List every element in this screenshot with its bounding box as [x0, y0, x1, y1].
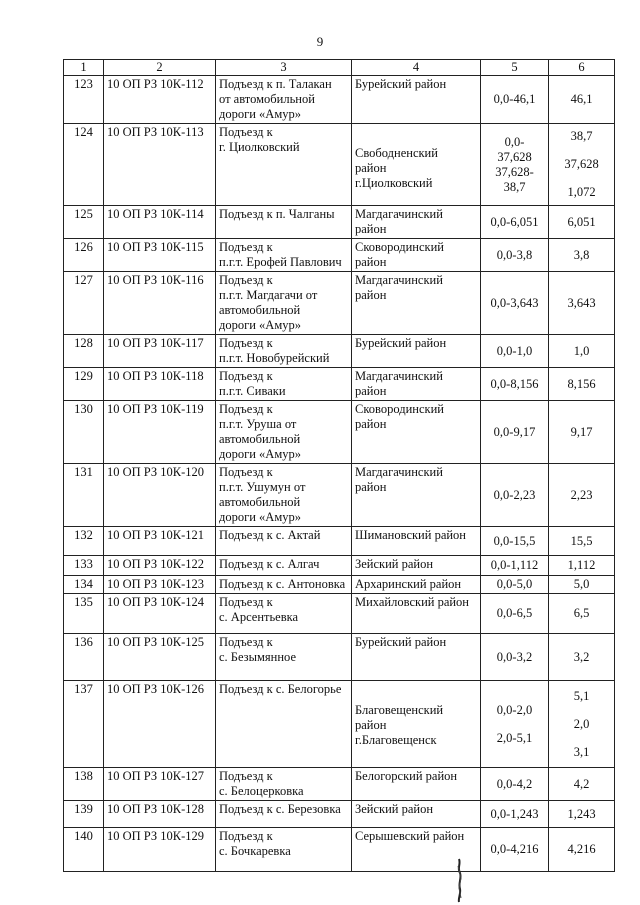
district-line: Сковородинский [355, 240, 444, 254]
road-code-cell: 10 ОП РЗ 10К-114 [104, 206, 216, 239]
district-cell [352, 576, 481, 594]
length-line: 1,112 [567, 558, 596, 572]
table-row [64, 576, 615, 594]
length-line: 6,5 [573, 606, 590, 620]
district-line: район [355, 384, 387, 398]
district-line: г.Циолковский [355, 176, 433, 190]
page-number: 9 [316, 34, 324, 49]
table-header-row [64, 60, 615, 76]
row-number-cell: 138 [64, 768, 104, 801]
length-line: 1,072 [567, 185, 596, 199]
row-number-cell: 137 [64, 681, 104, 768]
length-cell [549, 681, 615, 768]
road-name-line: Подъезд к с. Березовка [219, 802, 341, 816]
length-cell [549, 76, 615, 124]
road-name-line: Подъезд к с. Алгач [219, 557, 320, 571]
road-name-cell [216, 681, 352, 768]
road-code-cell: 10 ОП РЗ 10К-113 [104, 124, 216, 206]
length-cell [549, 368, 615, 401]
length-line: 5,1 [573, 688, 590, 703]
length-line: 2,23 [570, 487, 593, 502]
length-cell [549, 594, 615, 634]
km-range-line: 2,0-5,1 [496, 730, 533, 745]
road-name-line: Подъезд к с. Антоновка [219, 577, 346, 591]
district-line: Зейский район [355, 557, 434, 571]
district-line: район [355, 480, 387, 494]
row-number-cell: 127 [64, 272, 104, 335]
table-row [64, 768, 615, 801]
road-code-cell: 10 ОП РЗ 10К-128 [104, 801, 216, 828]
district-cell [352, 124, 481, 206]
road-code-cell: 10 ОП РЗ 10К-117 [104, 335, 216, 368]
km-range-line: 37,628- [495, 164, 534, 179]
column-header: 4 [352, 60, 481, 76]
road-name-line: Подъезд к [219, 336, 273, 350]
row-number-cell: 128 [64, 335, 104, 368]
length-cell [549, 556, 615, 576]
road-name-line: п.г.т. Новобурейский [219, 351, 330, 365]
district-line: Магдагачинский [355, 465, 443, 479]
km-range-cell [481, 401, 549, 464]
road-code-cell: 10 ОП РЗ 10К-124 [104, 594, 216, 634]
km-range-cell [481, 768, 549, 801]
district-cell [352, 76, 481, 124]
road-name-line: дороги «Амур» [219, 318, 301, 332]
length-line: 1,0 [573, 343, 590, 358]
column-header: 5 [481, 60, 549, 76]
roads-table [63, 59, 615, 872]
district-line: район [355, 222, 387, 236]
district-line: Архаринский район [355, 577, 462, 591]
column-header: 1 [64, 60, 104, 76]
road-name-line: Подъезд к [219, 273, 273, 287]
row-number-cell: 131 [64, 464, 104, 527]
length-line: 1,243 [567, 806, 596, 821]
length-cell [549, 335, 615, 368]
length-line: 3,1 [573, 744, 590, 759]
road-name-line: Подъезд к [219, 240, 273, 254]
table-row [64, 634, 615, 681]
district-line: Магдагачинский [355, 207, 443, 221]
km-range-line: 0,0-1,112 [490, 558, 539, 572]
km-range-line: 0,0-15,5 [493, 533, 536, 548]
road-name-cell [216, 801, 352, 828]
road-code-cell: 10 ОП РЗ 10К-115 [104, 239, 216, 272]
road-name-cell [216, 368, 352, 401]
table-row [64, 206, 615, 239]
district-line: район [355, 718, 387, 732]
road-name-line: от автомобильной [219, 92, 315, 106]
district-cell [352, 681, 481, 768]
table-row [64, 828, 615, 872]
row-number-cell: 139 [64, 801, 104, 828]
length-cell [549, 527, 615, 556]
km-range-cell [481, 556, 549, 576]
district-line: Свободненский [355, 146, 438, 160]
length-cell [549, 401, 615, 464]
km-range-line: 0,0-5,0 [496, 577, 533, 591]
column-header: 3 [216, 60, 352, 76]
road-name-line: автомобильной [219, 303, 301, 317]
district-line: Магдагачинский [355, 369, 443, 383]
table-row [64, 594, 615, 634]
table-row [64, 368, 615, 401]
km-range-cell [481, 594, 549, 634]
km-range-cell [481, 576, 549, 594]
km-range-cell [481, 368, 549, 401]
km-range-line: 0,0-6,5 [496, 606, 533, 620]
district-line: Бурейский район [355, 635, 447, 649]
column-header: 6 [549, 60, 615, 76]
road-code-cell: 10 ОП РЗ 10К-123 [104, 576, 216, 594]
road-name-line: Подъезд к [219, 369, 273, 383]
district-cell [352, 768, 481, 801]
km-range-line: 0,0-1,243 [490, 806, 539, 821]
table-row [64, 335, 615, 368]
road-name-line: дороги «Амур» [219, 107, 301, 121]
table-row [64, 464, 615, 527]
row-number-cell: 135 [64, 594, 104, 634]
district-line: г.Благовещенск [355, 733, 437, 747]
district-line: Шимановский район [355, 528, 466, 542]
district-line: район [355, 161, 387, 175]
district-cell [352, 594, 481, 634]
road-name-line: Подъезд к [219, 465, 273, 479]
length-cell [549, 801, 615, 828]
road-name-line: Подъезд к [219, 769, 273, 783]
road-name-line: Подъезд к [219, 595, 273, 609]
length-line: 4,2 [573, 776, 590, 791]
road-name-line: п.г.т. Магдагачи от [219, 288, 318, 302]
road-name-cell [216, 594, 352, 634]
road-code-cell: 10 ОП РЗ 10К-122 [104, 556, 216, 576]
length-line: 5,0 [573, 577, 590, 591]
km-range-cell [481, 206, 549, 239]
length-line: 2,0 [573, 716, 590, 731]
road-name-line: с. Арсентьевка [219, 610, 299, 624]
road-name-line: Подъезд к [219, 402, 273, 416]
table-row [64, 76, 615, 124]
road-name-line: с. Бочкаревка [219, 844, 291, 858]
road-code-cell: 10 ОП РЗ 10К-129 [104, 828, 216, 872]
district-cell [352, 272, 481, 335]
length-line: 15,5 [570, 533, 593, 548]
district-cell [352, 801, 481, 828]
district-line: район [355, 255, 387, 269]
signature-mark [455, 858, 464, 903]
district-cell [352, 556, 481, 576]
km-range-line: 0,0- [504, 134, 525, 149]
length-cell [549, 828, 615, 872]
km-range-line: 0,0-3,643 [490, 295, 539, 310]
km-range-line: 0,0-9,17 [493, 424, 536, 439]
road-name-line: с. Белоцерковка [219, 784, 304, 798]
km-range-line: 0,0-4,216 [490, 842, 539, 856]
table-row [64, 239, 615, 272]
km-range-cell [481, 801, 549, 828]
district-cell [352, 527, 481, 556]
district-cell [352, 239, 481, 272]
road-name-line: дороги «Амур» [219, 447, 301, 461]
length-cell [549, 464, 615, 527]
road-name-line: п.г.т. Ушумун от [219, 480, 306, 494]
km-range-cell [481, 335, 549, 368]
length-line: 38,7 [570, 129, 593, 143]
district-line: район [355, 288, 387, 302]
road-name-line: Подъезд к с. Актай [219, 528, 321, 542]
km-range-cell [481, 272, 549, 335]
km-range-cell [481, 828, 549, 872]
km-range-line: 0,0-4,2 [496, 776, 533, 791]
length-line: 8,156 [567, 376, 596, 391]
district-line: Белогорский район [355, 769, 458, 783]
row-number-cell: 136 [64, 634, 104, 681]
km-range-cell [481, 124, 549, 206]
road-code-cell: 10 ОП РЗ 10К-120 [104, 464, 216, 527]
row-number-cell: 130 [64, 401, 104, 464]
road-name-cell [216, 527, 352, 556]
district-line: Михайловский район [355, 595, 469, 609]
table-row [64, 556, 615, 576]
row-number-cell: 125 [64, 206, 104, 239]
row-number-cell: 140 [64, 828, 104, 872]
length-cell [549, 206, 615, 239]
road-name-cell [216, 768, 352, 801]
road-code-cell: 10 ОП РЗ 10К-116 [104, 272, 216, 335]
length-cell [549, 768, 615, 801]
road-name-line: Подъезд к п. Чалганы [219, 207, 335, 221]
row-number-cell: 132 [64, 527, 104, 556]
road-name-cell [216, 206, 352, 239]
road-code-cell: 10 ОП РЗ 10К-118 [104, 368, 216, 401]
km-range-cell [481, 464, 549, 527]
km-range-line: 0,0-1,0 [496, 343, 533, 358]
km-range-line: 0,0-3,8 [496, 247, 533, 262]
road-name-line: автомобильной [219, 432, 301, 446]
district-cell [352, 206, 481, 239]
district-cell [352, 464, 481, 527]
length-line: 6,051 [567, 214, 596, 229]
road-code-cell: 10 ОП РЗ 10К-127 [104, 768, 216, 801]
length-cell [549, 576, 615, 594]
table-row [64, 401, 615, 464]
table-row [64, 272, 615, 335]
district-line: Бурейский район [355, 77, 447, 91]
road-name-cell [216, 124, 352, 206]
length-cell [549, 239, 615, 272]
length-line: 3,643 [567, 295, 596, 310]
district-line: Магдагачинский [355, 273, 443, 287]
row-number-cell: 133 [64, 556, 104, 576]
row-number-cell: 123 [64, 76, 104, 124]
road-name-line: Подъезд к [219, 125, 273, 139]
row-number-cell: 129 [64, 368, 104, 401]
table-row [64, 801, 615, 828]
road-name-cell [216, 272, 352, 335]
length-cell [549, 634, 615, 681]
road-code-cell: 10 ОП РЗ 10К-126 [104, 681, 216, 768]
length-line: 9,17 [570, 424, 593, 439]
road-code-cell: 10 ОП РЗ 10К-125 [104, 634, 216, 681]
district-cell [352, 634, 481, 681]
length-line: 37,628 [564, 157, 599, 171]
road-name-cell [216, 335, 352, 368]
table-row [64, 124, 615, 206]
road-name-cell [216, 464, 352, 527]
road-name-line: дороги «Амур» [219, 510, 301, 524]
km-range-line: 0,0-2,23 [493, 487, 536, 502]
district-cell [352, 401, 481, 464]
road-name-line: Подъезд к [219, 829, 273, 843]
length-line: 3,2 [573, 649, 590, 664]
district-line: Сковородинский [355, 402, 444, 416]
table-row [64, 527, 615, 556]
district-line: район [355, 417, 387, 431]
road-name-line: Подъезд к [219, 635, 273, 649]
road-name-cell [216, 239, 352, 272]
road-code-cell: 10 ОП РЗ 10К-121 [104, 527, 216, 556]
road-name-line: г. Циолковский [219, 140, 300, 154]
road-name-cell [216, 401, 352, 464]
road-code-cell: 10 ОП РЗ 10К-119 [104, 401, 216, 464]
length-line: 4,216 [567, 842, 596, 856]
km-range-line: 0,0-2,0 [496, 702, 533, 717]
road-code-cell: 10 ОП РЗ 10К-112 [104, 76, 216, 124]
km-range-line: 0,0-6,051 [490, 214, 539, 229]
road-name-line: с. Безымянное [219, 650, 297, 664]
road-name-cell [216, 828, 352, 872]
road-name-cell [216, 576, 352, 594]
road-name-line: Подъезд к п. Талакан [219, 77, 332, 91]
km-range-line: 0,0-46,1 [493, 92, 536, 106]
km-range-cell [481, 634, 549, 681]
table-row [64, 681, 615, 768]
km-range-cell [481, 681, 549, 768]
road-name-line: п.г.т. Сиваки [219, 384, 286, 398]
district-cell [352, 368, 481, 401]
road-name-line: п.г.т. Уруша от [219, 417, 297, 431]
road-name-line: автомобильной [219, 495, 301, 509]
road-name-cell [216, 634, 352, 681]
row-number-cell: 124 [64, 124, 104, 206]
column-header: 2 [104, 60, 216, 76]
district-cell [352, 335, 481, 368]
km-range-cell [481, 76, 549, 124]
row-number-cell: 134 [64, 576, 104, 594]
road-name-cell [216, 76, 352, 124]
km-range-line: 0,0-8,156 [490, 376, 539, 391]
road-name-line: Подъезд к с. Белогорье [219, 682, 342, 696]
km-range-line: 38,7 [503, 179, 526, 194]
district-line: Зейский район [355, 802, 434, 816]
km-range-line: 37,628 [497, 149, 532, 164]
km-range-cell [481, 527, 549, 556]
length-cell [549, 272, 615, 335]
row-number-cell: 126 [64, 239, 104, 272]
road-name-cell [216, 556, 352, 576]
km-range-cell [481, 239, 549, 272]
road-name-line: п.г.т. Ерофей Павлович [219, 255, 342, 269]
length-line: 46,1 [570, 92, 593, 106]
length-line: 3,8 [573, 247, 590, 262]
roads-table-body [64, 60, 615, 872]
district-line: Серышевский район [355, 829, 465, 843]
district-line: Благовещенский [355, 703, 444, 717]
km-range-line: 0,0-3,2 [496, 649, 533, 664]
district-line: Бурейский район [355, 336, 447, 350]
length-cell [549, 124, 615, 206]
